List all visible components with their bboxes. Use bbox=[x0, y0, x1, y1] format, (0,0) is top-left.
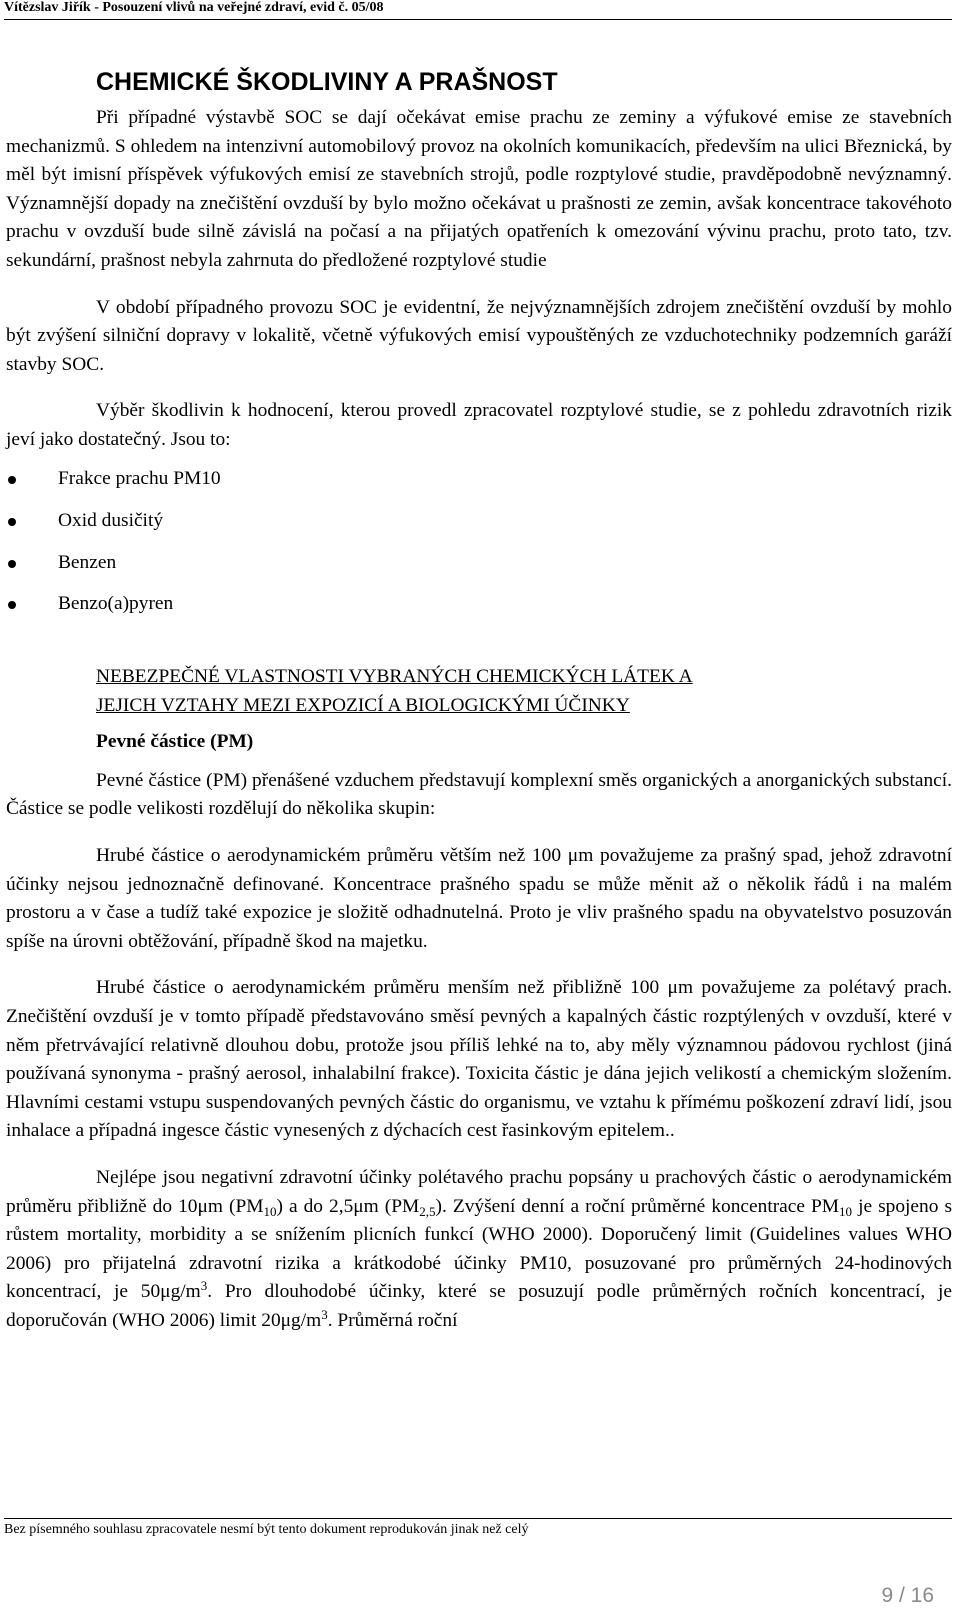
paragraph-pm-intro: Pevné částice (PM) přenášené vzduchem představují komplexní směs organických a anorganických substancí. Částice se podle velikosti rozdělují do několika skupin: bbox=[6, 769, 952, 820]
bullet-icon bbox=[8, 518, 16, 526]
list-item: Benzo(a)pyren bbox=[6, 590, 952, 619]
section-title-line: NEBEZPEČNÉ VLASTNOSTI VYBRANÝCH CHEMICKÝCH LÁTEK A bbox=[96, 666, 693, 688]
pollutant-list bbox=[6, 465, 952, 620]
paragraph-operation-emissions: V období případného provozu SOC je evidentní, že nejvýznamnějších zdrojem znečištění ovzduší by mohlo být zvýšení silniční dopravy v lokalitě, včetně výfukových emisí vypouštěných ze vzduchotechniky podzemních garáží stavby SOC. bbox=[6, 296, 952, 375]
list-item: Frakce prachu PM10 bbox=[6, 465, 952, 494]
paragraph-airborne-dust: Hrubé částice o aerodynamickém průměru menším než přibližně 100 μm považujeme za polétavý prach. Znečištění ovzduší je v tomto případě představováno směsí pevných a kapalných částic rozptýlených v ovzduší, které v něm přetrvávající relativně dlouhou dobu, protože jsou příliš lehké na to, aby měly významnou pádovou rychlost (jiná používaná synonyma - prašný aerosol, inhalabilní frakce). Toxicita částic je dána jejich velikostí a chemickým složením. Hlavními cestami vstupu suspendovaných pevných částic do organismu, ve vztahu k přímému poškození zdraví lidí, jsou inhalace a případná ingesce částic vynesených z dýchacích cest řasinkovým epitelem.. bbox=[6, 977, 952, 1142]
list-item: Benzen bbox=[6, 549, 952, 578]
paragraph-pollutant-selection: Výběr škodlivin k hodnocení, kterou provedl zpracovatel rozptylové studie, se z pohledu zdravotních rizik jeví jako dostatečný. Jsou to: bbox=[6, 400, 952, 450]
paragraph-construction-emissions: Při případné výstavbě SOC se dají očekávat emise prachu ze zeminy a výfukové emise ze stavebních mechanizmů. S ohledem na intenzivní automobilový provoz na okolních komunikacích, především na ulici Březnická, by měl být imisní příspěvek výfukových emisí ze stavebních strojů, podle rozptylové studie, pravděpodobně nevýznamný. Významnější dopady na znečištění ovzduší by bylo možno očekávat u prašnosti ze zemin, avšak koncentrace takovéhoto prachu v ovzduší bude silně závislá na počasí a na přijatých opatřeních k omezování vývinu prachu, proto tato, tzv. sekundární, prašnost nebyla zahrnuta do předložené rozptylové studie bbox=[6, 107, 952, 271]
subsection-title: Pevné částice (PM) bbox=[96, 731, 254, 753]
paragraph-coarse-particles: Hrubé částice o aerodynamickém průměru větším než 100 μm považujeme za prašný spad, jehož zdravotní účinky nejsou jednoznačně definované. Koncentrace prašného spadu se může měnit až o několik řádů i na malém prostoru a v čase a tudíž také expozice je složitě odhadnutelná. Proto je vliv prašného spadu na obyvatelstvo posuzován spíše na úrovni obtěžování, případně škod na majetku. bbox=[6, 845, 952, 952]
list-item: Oxid dusičitý bbox=[6, 507, 952, 536]
section-title bbox=[96, 663, 952, 720]
section-title-line: JEJICH VZTAHY MEZI EXPOZICÍ A BIOLOGICKÝMI ÚČINKY bbox=[96, 694, 630, 716]
bullet-icon bbox=[8, 601, 16, 609]
running-header: Vítězslav Jiřík - Posouzení vlivů na veřejné zdraví, evid č. 05/08 bbox=[4, 0, 384, 15]
paragraph-pm10-effects: Nejlépe jsou negativní zdravotní účinky polétavého prachu popsány u prachových částic o aerodynamickém průměru přibližně do 10μm $(PM_{10})$ a do 2,5μm $(PM_{2,5})$. Zvýšení denní a roční průměrné koncentrace $PM_{10}$ je spojeno s růstem mortality, morbidity a se snížením plicních funkcí (WHO 2000). Doporučený limit (Guidelines values WHO 2006) pro přijatelná zdravotní rizika a krátkodobé účinky PM10, posuzované pro průměrných 24-hodinových koncentrací, je $50\mu g/m^3$. Pro dlouhodobé účinky, které se posuzují podle průměrných ročních koncentrací, je doporučován (WHO 2006) limit $20\mu g/m^3$. Průměrná roční bbox=[6, 1166, 953, 1331]
footer-note: Bez písemného souhlasu zpracovatele nesmí být tento dokument reprodukován jinak než celý bbox=[4, 1522, 529, 1537]
page-number: 9 / 16 bbox=[881, 1584, 934, 1607]
section-heading: CHEMICKÉ ŠKODLIVINY A PRAŠNOST bbox=[96, 68, 558, 96]
bullet-icon bbox=[8, 560, 16, 568]
header-divider bbox=[4, 19, 952, 20]
document-body bbox=[6, 64, 952, 1336]
bullet-icon bbox=[8, 476, 16, 484]
footer-divider bbox=[4, 1518, 952, 1519]
